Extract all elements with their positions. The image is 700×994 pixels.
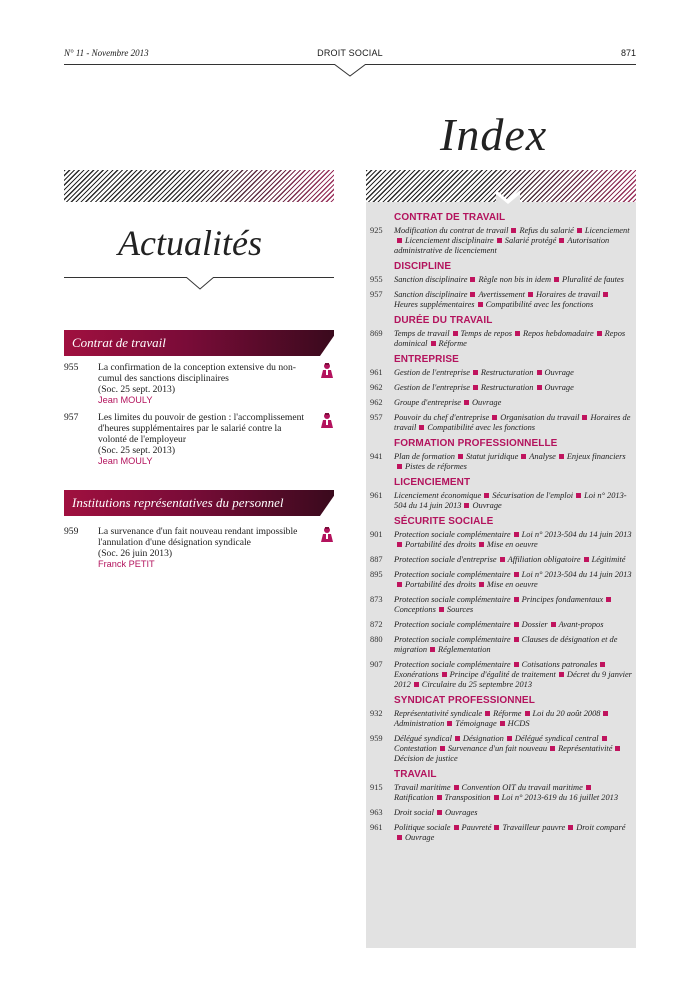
index-term: Travailleur pauvre (502, 823, 566, 832)
index-entry-page: 901 (370, 530, 383, 539)
index-term: Politique sociale (394, 823, 451, 832)
index-entry-terms (394, 783, 632, 803)
index-entry[interactable] (370, 635, 632, 655)
index-section-title: SÉCURITE SOCIALE (394, 516, 494, 527)
index-entry[interactable] (370, 452, 632, 472)
index-term: Réforme (438, 339, 467, 348)
square-bullet-icon (492, 415, 497, 420)
square-bullet-icon (454, 785, 459, 790)
index-term: Protection sociale complémentaire (394, 570, 511, 579)
index-term: Sécurisation de l'emploi (492, 491, 574, 500)
index-entry-page: 941 (370, 452, 383, 461)
index-entry-page: 962 (370, 398, 383, 407)
journal-name: DROIT SOCIAL (317, 48, 383, 58)
index-term: Compatibilité avec les fonctions (427, 423, 536, 432)
square-bullet-icon (603, 711, 608, 716)
index-entry-page: 887 (370, 555, 383, 564)
section-title: Institutions représentatives du personnel (72, 495, 284, 510)
index-entry-terms (394, 491, 632, 511)
index-term: Droit social (394, 808, 434, 817)
index-term: Contestation (394, 744, 437, 753)
index-entry[interactable] (370, 570, 632, 590)
index-term: Représentativité syndicale (394, 709, 483, 718)
index-term: Conceptions (394, 605, 436, 614)
index-entry[interactable] (370, 413, 632, 433)
index-term: Décret du 9 janvier 2012 (394, 670, 632, 689)
index-entry-page: 880 (370, 635, 383, 644)
index-entry[interactable] (370, 329, 632, 349)
index-entry-terms (394, 734, 632, 764)
square-bullet-icon (494, 825, 499, 830)
square-bullet-icon (514, 622, 519, 627)
index-term: Gestion de l'entreprise (394, 383, 470, 392)
index-entry[interactable] (370, 823, 632, 843)
index-term: Exonérations (394, 670, 439, 679)
index-section-title: SYNDICAT PROFESSIONNEL (394, 695, 535, 706)
square-bullet-icon (485, 711, 490, 716)
index-term: Pouvoir du chef d'entreprise (394, 413, 490, 422)
index-term: Portabilité des droits (405, 540, 476, 549)
index-entry[interactable] (370, 808, 632, 818)
square-bullet-icon (514, 637, 519, 642)
square-bullet-icon (537, 385, 542, 390)
square-bullet-icon (500, 557, 505, 562)
square-bullet-icon (397, 582, 402, 587)
index-entry-terms (394, 709, 632, 729)
index-term: Témoignage (455, 719, 497, 728)
index-entry[interactable] (370, 290, 632, 310)
index-entry-terms (394, 635, 632, 655)
square-bullet-icon (458, 454, 463, 459)
index-entry[interactable] (370, 383, 632, 393)
item-text: Les limites du pouvoir de gestion : l'accomplissement d'heures supplémentaires par le salarié contre la volonté de l'employeur (98, 412, 305, 445)
index-term: Ratification (394, 793, 434, 802)
square-bullet-icon (606, 597, 611, 602)
index-entry-terms (394, 368, 632, 378)
square-bullet-icon (484, 493, 489, 498)
square-bullet-icon (577, 228, 582, 233)
index-term: Ouvrage (472, 398, 502, 407)
item-author: Franck PETIT (98, 559, 155, 569)
index-term: Loi n° 2013-504 du 14 juin 2013 (521, 570, 632, 579)
index-entry-terms (394, 570, 632, 590)
item-text: La survenance d'un fait nouveau rendant impossible l'annulation d'une désignation syndicale (98, 526, 298, 548)
square-bullet-icon (414, 682, 419, 687)
index-term: Délégué syndical central (514, 734, 599, 743)
index-term: Groupe d'entreprise (394, 398, 461, 407)
square-bullet-icon (559, 454, 564, 459)
index-term: Refus du salarié (519, 226, 574, 235)
index-section-title: ENTREPRISE (394, 354, 459, 365)
square-bullet-icon (511, 228, 516, 233)
index-term: Salarié protégé (504, 236, 557, 245)
index-term: Pluralité de fautes (562, 275, 624, 284)
index-term: Sources (446, 605, 474, 614)
index-term: Ouvrage (405, 833, 435, 842)
square-bullet-icon (454, 825, 459, 830)
square-bullet-icon (559, 672, 564, 677)
square-bullet-icon (442, 672, 447, 677)
index-entry-terms (394, 226, 632, 256)
square-bullet-icon (440, 746, 445, 751)
index-entry[interactable] (370, 275, 632, 285)
index-entry-page: 869 (370, 329, 383, 338)
index-term: Pistes de réformes (405, 462, 467, 471)
issue-label: N° 11 - Novembre 2013 (64, 48, 149, 58)
square-bullet-icon (586, 785, 591, 790)
judge-icon (320, 412, 334, 428)
square-bullet-icon (470, 277, 475, 282)
index-entry-terms (394, 383, 632, 393)
square-bullet-icon (437, 810, 442, 815)
square-bullet-icon (528, 292, 533, 297)
index-entry[interactable] (370, 783, 632, 803)
index-term: Enjeux financiers (566, 452, 626, 461)
square-bullet-icon (537, 370, 542, 375)
index-entry-terms (394, 290, 632, 310)
square-bullet-icon (455, 736, 460, 741)
square-bullet-icon (514, 662, 519, 667)
header-chevron-icon (334, 64, 366, 78)
square-bullet-icon (554, 277, 559, 282)
actualites-chevron-icon (186, 277, 214, 291)
index-entry[interactable] (370, 660, 632, 690)
index-term: Cotisations patronales (521, 660, 598, 669)
square-bullet-icon (397, 464, 402, 469)
index-term: Survenance d'un fait nouveau (447, 744, 548, 753)
item-author: Jean MOULY (98, 395, 153, 405)
index-term: Dossier (521, 620, 548, 629)
index-entry-page: 957 (370, 413, 383, 422)
index-term: Avertissement (478, 290, 525, 299)
index-entry[interactable] (370, 555, 632, 565)
index-term: Licenciement économique (394, 491, 482, 500)
square-bullet-icon (473, 385, 478, 390)
index-entry-terms (394, 595, 632, 615)
index-list (370, 209, 632, 848)
index-term: Gestion de l'entreprise (394, 368, 470, 377)
index-term: Horaires de travail (535, 290, 601, 299)
index-entry[interactable] (370, 491, 632, 511)
square-bullet-icon (397, 238, 402, 243)
item-author: Jean MOULY (98, 456, 153, 466)
index-term: Protection sociale complémentaire (394, 660, 511, 669)
square-bullet-icon (397, 542, 402, 547)
index-term: Droit comparé (576, 823, 626, 832)
index-entry-page: 961 (370, 368, 383, 377)
item-page: 955 (64, 362, 79, 373)
index-section-title: CONTRAT DE TRAVAIL (394, 212, 506, 223)
square-bullet-icon (514, 532, 519, 537)
page-number: 871 (620, 48, 636, 58)
item-page: 959 (64, 526, 79, 537)
item-ref: (Soc. 26 juin 2013) (98, 548, 173, 559)
index-entry-page: 961 (370, 823, 383, 832)
index-term: Pauvreté (461, 823, 492, 832)
index-term: Plan de formation (394, 452, 455, 461)
square-bullet-icon (470, 292, 475, 297)
index-term: Restructuration (480, 368, 534, 377)
index-term: Loi n° 2013-619 du 16 juillet 2013 (501, 793, 619, 802)
square-bullet-icon (582, 415, 587, 420)
index-section-title: TRAVAIL (394, 769, 437, 780)
square-bullet-icon (397, 835, 402, 840)
index-entry-page: 915 (370, 783, 383, 792)
index-entry[interactable] (370, 226, 632, 256)
index-term: Repos dominical (394, 329, 626, 348)
index-term: Heures supplémentaires (394, 300, 475, 309)
index-term: Principes fondamentaux (521, 595, 604, 604)
square-bullet-icon (597, 331, 602, 336)
square-bullet-icon (479, 582, 484, 587)
square-bullet-icon (453, 331, 458, 336)
item-ref: (Soc. 25 sept. 2013) (98, 445, 176, 456)
square-bullet-icon (478, 302, 483, 307)
index-entry[interactable] (370, 620, 632, 630)
square-bullet-icon (525, 711, 530, 716)
square-bullet-icon (521, 454, 526, 459)
index-term: Portabilité des droits (405, 580, 476, 589)
index-entry-terms (394, 530, 632, 550)
index-term: Protection sociale complémentaire (394, 620, 511, 629)
index-entry-page: 963 (370, 808, 383, 817)
index-term: Modification du contrat de travail (394, 226, 509, 235)
index-term: Transposition (444, 793, 491, 802)
index-term: Ouvrage (472, 501, 502, 510)
index-title: Index (440, 109, 548, 160)
square-bullet-icon (576, 493, 581, 498)
square-bullet-icon (550, 746, 555, 751)
square-bullet-icon (479, 542, 484, 547)
index-term: Temps de repos (460, 329, 513, 338)
hatch-bar-left (64, 170, 334, 202)
square-bullet-icon (514, 597, 519, 602)
index-term: Travail maritime (394, 783, 451, 792)
index-entry-terms (394, 452, 632, 472)
index-term: Compatibilité avec les fonctions (485, 300, 594, 309)
index-term: Mise en oeuvre (486, 580, 538, 589)
index-term: Licenciement (584, 226, 630, 235)
index-term: Protection sociale complémentaire (394, 530, 511, 539)
index-entry-page: 957 (370, 290, 383, 299)
index-entry-terms (394, 660, 632, 690)
index-term: Réforme (493, 709, 522, 718)
index-entry-terms (394, 329, 632, 349)
item-page: 957 (64, 412, 79, 423)
index-entry-page: 907 (370, 660, 383, 669)
index-term: Sanction disciplinaire (394, 290, 468, 299)
judge-icon (320, 526, 334, 542)
square-bullet-icon (584, 557, 589, 562)
index-term: Ouvrage (544, 368, 574, 377)
index-term: Horaires de travail (394, 413, 631, 432)
index-term: Loi n° 2013-504 du 14 juin 2013 (521, 530, 632, 539)
index-term: Licenciement disciplinaire (405, 236, 494, 245)
band-corner-icon (310, 490, 338, 516)
index-term: Loi n° 2013-504 du 14 juin 2013 (394, 491, 627, 510)
index-term: Temps de travail (394, 329, 450, 338)
square-bullet-icon (600, 662, 605, 667)
section-band-contrat-de-travail (64, 330, 334, 356)
index-term: Organisation du travail (500, 413, 580, 422)
square-bullet-icon (419, 425, 424, 430)
index-entry[interactable] (370, 734, 632, 764)
index-entry[interactable] (370, 368, 632, 378)
index-entry[interactable] (370, 595, 632, 615)
index-term: Délégué syndical (394, 734, 452, 743)
index-term: HCDS (507, 719, 530, 728)
index-entry-terms (394, 398, 632, 408)
index-entry-terms (394, 275, 632, 285)
band-corner-icon (310, 330, 338, 356)
index-term: Sanction disciplinaire (394, 275, 468, 284)
index-entry-page: 932 (370, 709, 383, 718)
index-term: Analyse (529, 452, 556, 461)
index-entry-terms (394, 413, 632, 433)
index-term: Règle non bis in idem (478, 275, 552, 284)
square-bullet-icon (430, 647, 435, 652)
square-bullet-icon (473, 370, 478, 375)
square-bullet-icon (515, 331, 520, 336)
index-term: Désignation (462, 734, 504, 743)
square-bullet-icon (615, 746, 620, 751)
index-term: Représentativité (558, 744, 613, 753)
index-term: Loi du 20 août 2008 (532, 709, 601, 718)
index-term: Principe d'égalité de traitement (449, 670, 556, 679)
square-bullet-icon (497, 238, 502, 243)
index-term: Convention OIT du travail maritime (461, 783, 583, 792)
square-bullet-icon (568, 825, 573, 830)
index-entry-terms (394, 808, 632, 818)
index-entry-page: 873 (370, 595, 383, 604)
square-bullet-icon (437, 795, 442, 800)
index-term: Avant-propos (558, 620, 604, 629)
square-bullet-icon (514, 572, 519, 577)
index-entry-page: 872 (370, 620, 383, 629)
index-term: Réglementation (438, 645, 491, 654)
index-term: Administration (394, 719, 445, 728)
index-term: Circulaire du 25 septembre 2013 (421, 680, 533, 689)
square-bullet-icon (507, 736, 512, 741)
index-term: Décision de justice (394, 754, 458, 763)
index-term: Clauses de désignation et de migration (394, 635, 618, 654)
section-title: Contrat de travail (72, 335, 166, 350)
index-entry-terms (394, 555, 632, 565)
square-bullet-icon (494, 795, 499, 800)
index-entry-page: 925 (370, 226, 383, 235)
actualites-title: Actualités (118, 223, 262, 263)
index-term: Protection sociale complémentaire (394, 595, 511, 604)
square-bullet-icon (464, 400, 469, 405)
index-section-title: DISCIPLINE (394, 261, 452, 272)
index-entry-page: 955 (370, 275, 383, 284)
index-section-title: LICENCIEMENT (394, 477, 471, 488)
index-entry-page: 962 (370, 383, 383, 392)
index-term: Affiliation obligatoire (507, 555, 581, 564)
index-term: Ouvrages (444, 808, 478, 817)
item-text: La confirmation de la conception extensive du non-cumul des sanctions disciplinaires (98, 362, 296, 384)
square-bullet-icon (551, 622, 556, 627)
index-term: Légitimité (591, 555, 626, 564)
square-bullet-icon (500, 721, 505, 726)
index-entry[interactable] (370, 398, 632, 408)
running-header (64, 48, 636, 62)
square-bullet-icon (439, 607, 444, 612)
item-ref: (Soc. 25 sept. 2013) (98, 384, 176, 395)
index-term: Repos hebdomadaire (523, 329, 594, 338)
square-bullet-icon (431, 341, 436, 346)
index-term: Mise en oeuvre (486, 540, 538, 549)
index-term: Restructuration (480, 383, 534, 392)
index-entry-terms (394, 823, 632, 843)
square-bullet-icon (603, 292, 608, 297)
judge-icon (320, 362, 334, 378)
index-term: Statut juridique (465, 452, 519, 461)
index-term: Protection sociale complémentaire (394, 635, 511, 644)
index-entry[interactable] (370, 530, 632, 550)
index-entry-terms (394, 620, 632, 630)
index-section-title: FORMATION PROFESSIONNELLE (394, 438, 558, 449)
index-section-title: DURÉE DU TRAVAIL (394, 315, 493, 326)
index-entry[interactable] (370, 709, 632, 729)
index-chevron-icon (496, 172, 520, 204)
square-bullet-icon (559, 238, 564, 243)
section-band-institutions-representatives (64, 490, 334, 516)
index-term: Autorisation administrative de licenciement (394, 236, 610, 255)
index-term: Ouvrage (544, 383, 574, 392)
square-bullet-icon (464, 503, 469, 508)
index-entry-page: 895 (370, 570, 383, 579)
square-bullet-icon (602, 736, 607, 741)
index-entry-page: 961 (370, 491, 383, 500)
square-bullet-icon (447, 721, 452, 726)
index-term: Protection sociale d'entreprise (394, 555, 497, 564)
index-entry-page: 959 (370, 734, 383, 743)
